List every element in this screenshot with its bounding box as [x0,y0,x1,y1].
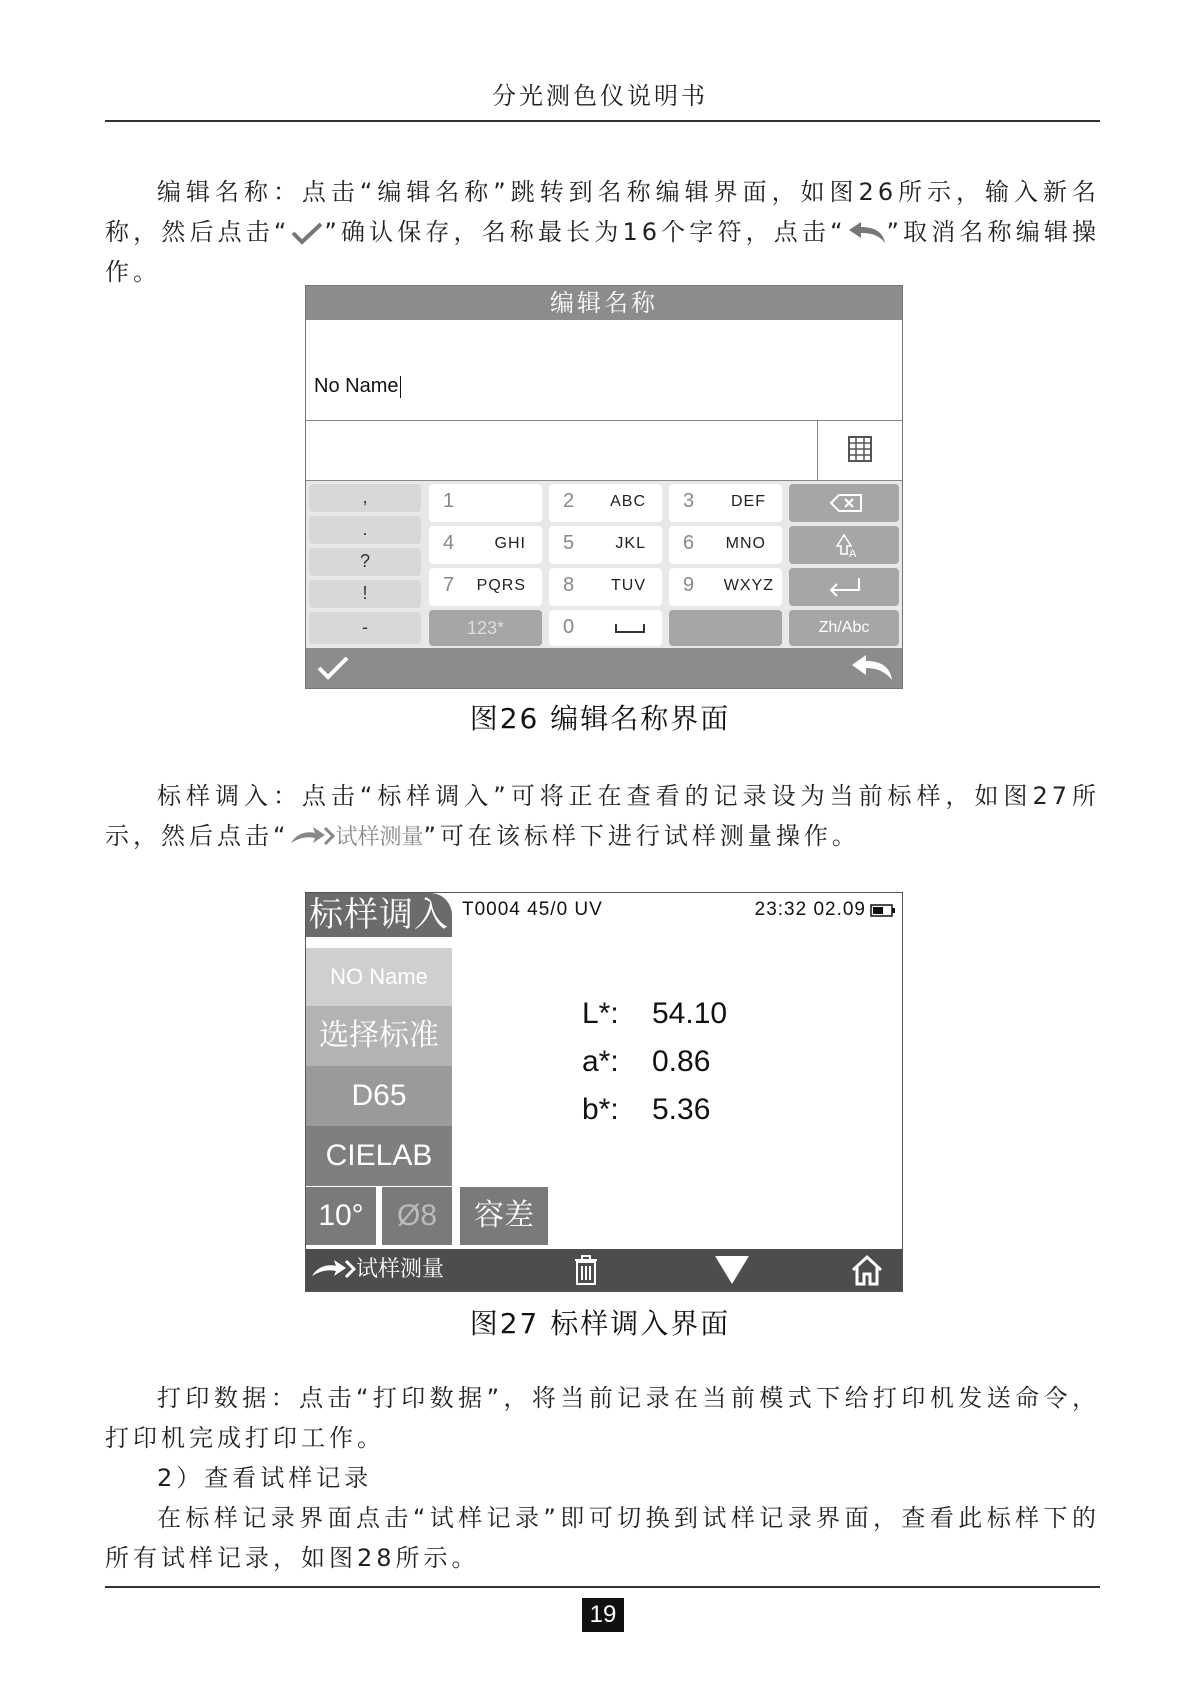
screen-title: 编辑名称 [306,286,902,320]
select-standard-button[interactable] [306,1006,452,1066]
view-records-heading: 2）查看试样记录 [157,1464,373,1492]
std-import-screen [305,892,903,1292]
double-arrow-icon [289,825,335,849]
key-letters: PQRS [476,577,526,594]
figure-27-caption: 图27 标样调入界面 [469,1307,731,1340]
back-arrow-icon [847,221,887,245]
num-mode-key[interactable] [429,610,542,646]
key-5[interactable] [549,526,662,564]
down-triangle-icon[interactable] [713,1254,751,1286]
space-icon [614,622,646,634]
sample-measure-button[interactable] [310,1255,444,1285]
bottom-toolbar [306,1249,902,1291]
key-3[interactable] [669,484,782,522]
key-letters: WXYZ [723,577,774,594]
key-9[interactable] [669,568,782,606]
key-comma[interactable] [309,484,421,512]
key-number: 7 [443,574,455,596]
aperture-button[interactable] [382,1187,452,1245]
key-number: 0 [563,616,575,638]
illuminant-button[interactable] [306,1066,452,1126]
bottom-toolbar [306,648,902,688]
screen-title: 标样调入 [306,893,452,937]
key-label: . [362,519,368,539]
language-key[interactable] [789,610,899,646]
candidate-bar [306,420,902,481]
key-letters: TUV [611,577,646,594]
trash-icon[interactable] [571,1253,601,1287]
document-header-title: 分光测色仪说明书 [492,82,708,110]
key-label: ? [359,551,370,571]
key-label: , [362,487,368,507]
key-question[interactable] [309,548,421,576]
button-label: 10° [318,1199,364,1232]
keyboard [306,481,902,648]
key-number: 2 [563,490,575,512]
key-number: 4 [443,532,455,554]
value-key: b*: [582,1093,619,1126]
name-button[interactable] [306,948,452,1006]
key-label: - [362,617,368,637]
blank-key[interactable] [669,610,782,646]
key-label: ! [362,583,368,603]
button-label: 选择标准 [319,1019,439,1052]
edit-name-text-1: 编辑名称：点击“编辑名称”跳转到名称编辑界面，如图26所示，输入新名称，然后点击“ [105,178,1100,246]
key-2[interactable] [549,484,662,522]
button-label: D65 [351,1079,407,1112]
key-8[interactable] [549,568,662,606]
color-space-button[interactable] [306,1126,452,1186]
key-label: 123* [466,618,505,638]
page-number: 19 [582,1598,624,1632]
key-0-space[interactable] [549,610,662,646]
button-label: Ø8 [396,1199,438,1232]
inline-sample-measure-label: 试样测量 [335,825,424,850]
shift-icon [789,526,899,564]
cancel-back-arrow-icon[interactable] [850,654,894,682]
key-exclaim[interactable] [309,580,421,608]
check-icon [290,221,324,245]
tolerance-button[interactable] [460,1187,548,1245]
key-6[interactable] [669,526,782,564]
value-key: L*: [582,997,619,1030]
figure-26-caption: 图26 编辑名称界面 [469,702,731,735]
keyboard-grid-icon[interactable] [817,420,902,480]
std-import-text-2: ”可在该标样下进行试样测量操作。 [423,822,860,850]
observer-angle-button[interactable] [306,1187,376,1245]
header-divider [105,120,1100,122]
backspace-key[interactable] [789,484,899,522]
text-caret [400,376,401,398]
paragraph-std-import [105,776,1100,858]
value-row-b [582,1093,710,1127]
svg-text:A: A [849,548,857,560]
key-number: 1 [443,490,455,512]
edit-name-text-3: ”取消名称编辑操作。 [105,218,1101,286]
time-date: 23:32 02.09 [754,899,866,920]
key-letters: DEF [731,493,766,510]
button-label: NO Name [330,964,428,989]
battery-icon [870,904,896,917]
key-hyphen[interactable] [309,612,421,644]
key-letters: GHI [494,535,526,552]
key-letters: MNO [725,535,766,552]
backspace-icon [789,484,899,522]
double-arrow-icon [310,1258,356,1282]
name-input-field[interactable] [314,375,401,398]
key-number: 5 [563,532,575,554]
confirm-check-icon[interactable] [316,654,350,682]
key-number: 6 [683,532,695,554]
enter-key[interactable] [789,568,899,606]
value-row-a [582,1045,710,1079]
key-number: 9 [683,574,695,596]
value-key: a*: [582,1045,619,1078]
status-text: T0004 45/0 UV [462,899,603,920]
edit-name-text-2: ”确认保存，名称最长为16个字符，点击“ [324,218,847,246]
key-label: Zh/Abc [818,619,870,636]
button-label: 容差 [474,1199,534,1232]
key-7[interactable] [429,568,542,606]
paragraph-print-and-view [105,1378,1100,1578]
paragraph-edit-name [105,172,1100,292]
key-letters: JKL [615,535,646,552]
value-number: 5.36 [652,1093,711,1126]
key-4[interactable] [429,526,542,564]
key-1[interactable] [429,484,542,522]
button-label: CIELAB [325,1139,433,1172]
button-label: 试样测量 [356,1257,445,1282]
name-input-value: No Name [314,375,399,397]
key-number: 8 [563,574,575,596]
home-icon[interactable] [849,1252,885,1288]
value-row-L [582,997,727,1031]
footer-divider [105,1586,1100,1588]
key-number: 3 [683,490,695,512]
key-letters: ABC [610,493,646,510]
name-input-box[interactable] [306,320,902,421]
edit-name-screen [305,285,903,689]
std-import-text-1: 标样调入：点击“标样调入”可将正在查看的记录设为当前标样，如图27所示，然后点击“ [105,782,1100,850]
key-period[interactable] [309,516,421,544]
print-data-paragraph: 打印数据：点击“打印数据”，将当前记录在当前模式下给打印机发送命令，打印机完成打印工作。 [105,1384,1100,1452]
view-records-paragraph: 在标样记录界面点击“试样记录”即可切换到试样记录界面，查看此标样下的所有试样记录，如图28所示。 [105,1504,1100,1572]
value-number: 54.10 [652,997,728,1030]
enter-icon [789,568,899,606]
shift-key[interactable] [789,526,899,564]
value-number: 0.86 [652,1045,711,1078]
